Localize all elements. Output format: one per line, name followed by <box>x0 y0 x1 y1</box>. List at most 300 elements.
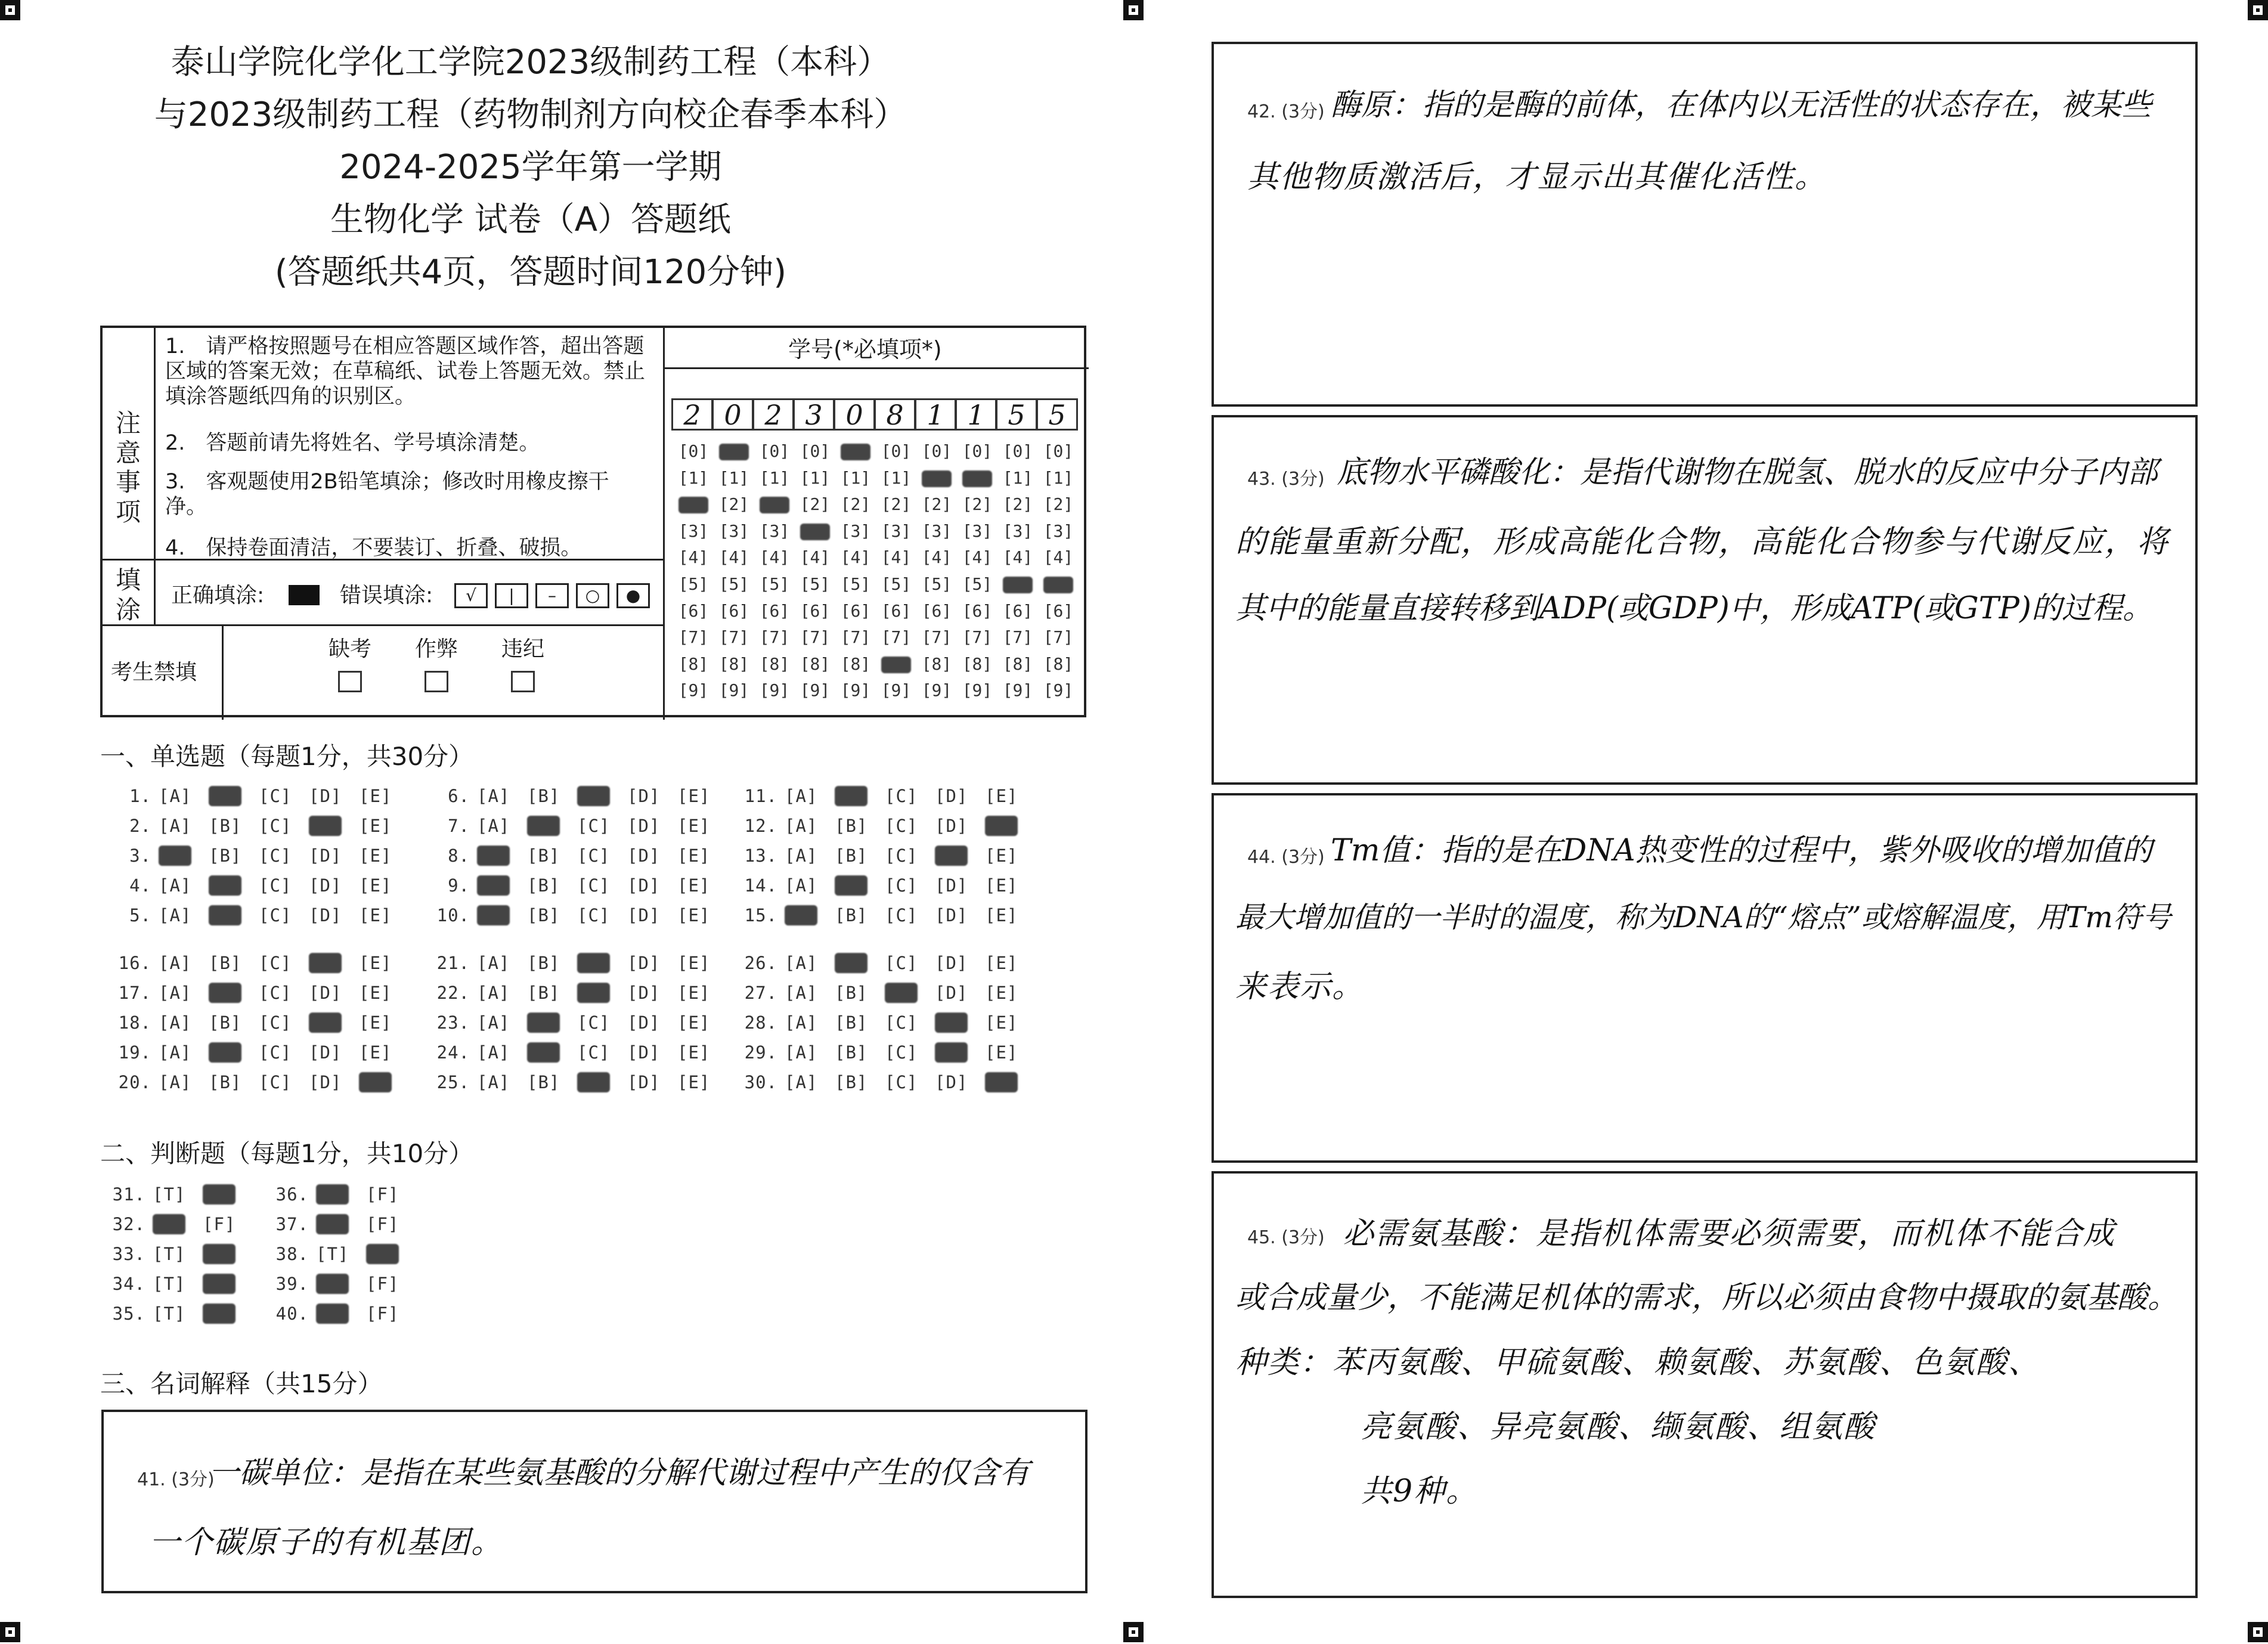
forbid-checkbox[interactable] <box>511 671 535 692</box>
mcq-option-d[interactable] <box>627 786 677 806</box>
mcq-option-e[interactable] <box>985 983 1035 1003</box>
mcq-option-d[interactable] <box>627 1072 677 1092</box>
mcq-option-a[interactable] <box>477 1013 527 1033</box>
mcq-option-c[interactable] <box>885 786 935 806</box>
mcq-option-e[interactable] <box>677 875 727 896</box>
student-id-digit-7[interactable]: 1 <box>915 398 956 431</box>
mcq-option-e[interactable] <box>359 786 409 806</box>
id-bubble-3-9[interactable]: [9] <box>759 680 790 701</box>
mcq-option-d[interactable] <box>309 1042 359 1063</box>
option-text: [E] <box>985 1042 1018 1063</box>
id-bubble-5-4[interactable]: [4] <box>840 547 871 568</box>
mcq-option-d[interactable] <box>627 905 677 925</box>
id-bubble-6-6[interactable]: [6] <box>881 600 912 621</box>
id-bubble-5-8[interactable]: [8] <box>840 654 871 674</box>
option-text <box>366 1244 399 1264</box>
mcq-option-e[interactable] <box>985 1013 1035 1033</box>
answer-box-41[interactable] <box>101 1410 1087 1593</box>
mcq-option-d[interactable] <box>627 875 677 896</box>
mcq-option-e[interactable] <box>677 816 727 836</box>
tf-option-f[interactable] <box>203 1274 253 1294</box>
mcq-option-b[interactable] <box>527 846 577 866</box>
id-bubble-5-6[interactable]: [6] <box>840 600 871 621</box>
mcq-option-e[interactable] <box>677 846 727 866</box>
id-bubble-6-5[interactable]: [5] <box>881 574 912 594</box>
mcq-option-a[interactable] <box>785 1013 835 1033</box>
mcq-option-b[interactable] <box>835 953 885 973</box>
mcq-option-b[interactable] <box>527 953 577 973</box>
mcq-option-d[interactable] <box>935 983 985 1003</box>
id-bubble-2-6[interactable]: [6] <box>718 600 749 621</box>
mcq-option-e[interactable] <box>359 953 409 973</box>
tf-option-t[interactable] <box>316 1274 366 1294</box>
tf-option-t[interactable] <box>153 1184 203 1205</box>
id-bubble-8-3[interactable]: [3] <box>962 521 993 541</box>
mcq-option-c[interactable] <box>259 983 309 1003</box>
mcq-option-a[interactable] <box>159 1072 209 1092</box>
id-bubble-9-1[interactable]: [1] <box>1002 467 1033 488</box>
mcq-option-c[interactable] <box>577 953 627 973</box>
student-id-digit-4[interactable]: 3 <box>793 398 835 431</box>
mcq-option-c[interactable] <box>885 816 935 836</box>
mcq-option-a[interactable] <box>477 905 527 925</box>
mcq-option-a[interactable] <box>159 846 209 866</box>
mcq-option-a[interactable] <box>477 1042 527 1063</box>
question-number: 17. <box>118 983 151 1003</box>
mcq-option-b[interactable] <box>527 1042 577 1063</box>
id-bubble-6-2[interactable]: [2] <box>881 494 912 515</box>
id-bubble-4-0[interactable]: [0] <box>800 441 831 461</box>
id-bubble-9-4[interactable]: [4] <box>1002 547 1033 568</box>
id-bubble-8-9[interactable]: [9] <box>962 680 993 701</box>
id-bubble-10-7[interactable]: [7] <box>1043 627 1074 648</box>
mcq-option-a[interactable] <box>785 905 835 925</box>
mcq-option-b[interactable] <box>209 1013 259 1033</box>
id-bubble-9-8[interactable]: [8] <box>1002 654 1033 674</box>
mcq-option-a[interactable] <box>785 846 835 866</box>
mcq-question-6 <box>425 786 727 806</box>
tf-option-f[interactable] <box>366 1184 416 1205</box>
id-bubble-10-9[interactable]: [9] <box>1043 680 1074 701</box>
mcq-option-e[interactable] <box>677 1072 727 1092</box>
mcq-option-d[interactable] <box>935 1042 985 1063</box>
mcq-option-d[interactable] <box>627 983 677 1003</box>
id-bubble-10-3[interactable]: [3] <box>1043 521 1074 541</box>
mcq-option-c[interactable] <box>885 1072 935 1092</box>
mcq-option-c[interactable] <box>259 875 309 896</box>
id-bubble-10-5[interactable] <box>1043 577 1073 593</box>
option-text: [C] <box>577 846 611 866</box>
tf-option-f[interactable] <box>203 1304 253 1324</box>
student-id-digit-1[interactable]: 2 <box>671 398 713 431</box>
id-bubble-3-8[interactable]: [8] <box>759 654 790 674</box>
mcq-option-b[interactable] <box>527 816 577 836</box>
mcq-option-d[interactable] <box>627 1013 677 1033</box>
id-bubble-5-9[interactable]: [9] <box>840 680 871 701</box>
mcq-option-b[interactable] <box>209 905 259 925</box>
mcq-option-b[interactable] <box>209 875 259 896</box>
id-bubble-3-5[interactable]: [5] <box>759 574 790 594</box>
mcq-option-d[interactable] <box>309 875 359 896</box>
mcq-option-a[interactable] <box>159 875 209 896</box>
mcq-option-e[interactable] <box>359 1013 409 1033</box>
mcq-option-e[interactable] <box>359 1072 409 1092</box>
title-line-5: (答题纸共4页，答题时间120分钟) <box>274 253 787 292</box>
id-bubble-1-2[interactable] <box>678 497 708 513</box>
mcq-option-b[interactable] <box>527 983 577 1003</box>
mcq-option-d[interactable] <box>935 816 985 836</box>
mcq-option-a[interactable] <box>477 983 527 1003</box>
id-bubble-1-8[interactable]: [8] <box>678 654 709 674</box>
mcq-option-b[interactable] <box>209 786 259 806</box>
id-bubble-1-3[interactable]: [3] <box>678 521 709 541</box>
mcq-option-b[interactable] <box>527 875 577 896</box>
mcq-option-c[interactable] <box>577 1013 627 1033</box>
mcq-option-d[interactable] <box>309 1013 359 1033</box>
mcq-option-b[interactable] <box>209 816 259 836</box>
id-bubble-8-2[interactable]: [2] <box>962 494 993 515</box>
tf-option-t[interactable] <box>153 1274 203 1294</box>
id-bubble-6-7[interactable]: [7] <box>881 627 912 648</box>
mcq-option-d[interactable] <box>309 1072 359 1092</box>
mcq-option-e[interactable] <box>985 875 1035 896</box>
mcq-option-e[interactable] <box>985 816 1035 836</box>
student-id-digit-8[interactable]: 1 <box>955 398 997 431</box>
forbid-checkbox[interactable] <box>425 671 448 692</box>
student-id-digit-10[interactable]: 5 <box>1036 398 1078 431</box>
mcq-option-c[interactable] <box>259 953 309 973</box>
tf-option-t[interactable] <box>316 1214 366 1234</box>
mcq-option-d[interactable] <box>935 846 985 866</box>
mcq-option-c[interactable] <box>885 846 935 866</box>
id-bubble-2-5[interactable]: [5] <box>718 574 749 594</box>
id-bubble-2-8[interactable]: [8] <box>718 654 749 674</box>
mcq-option-c[interactable] <box>885 953 935 973</box>
mcq-option-b[interactable] <box>835 875 885 896</box>
mcq-option-c[interactable] <box>259 1013 309 1033</box>
forbid-checkbox[interactable] <box>338 671 362 692</box>
id-bubble-9-0[interactable]: [0] <box>1002 441 1033 461</box>
id-bubble-1-5[interactable]: [5] <box>678 574 709 594</box>
id-bubble-1-4[interactable]: [4] <box>678 547 709 568</box>
id-bubble-9-7[interactable]: [7] <box>1002 627 1033 648</box>
mcq-option-e[interactable] <box>985 953 1035 973</box>
mcq-option-a[interactable] <box>785 1042 835 1063</box>
title-line-1: 泰山学院化学化工学院2023级制药工程（本科） <box>171 43 891 82</box>
tf-option-f[interactable] <box>366 1304 416 1324</box>
id-bubble-6-0[interactable]: [0] <box>881 441 912 461</box>
mcq-option-d[interactable] <box>627 816 677 836</box>
mcq-option-c[interactable] <box>885 875 935 896</box>
mcq-option-e[interactable] <box>985 1042 1035 1063</box>
mcq-option-c[interactable] <box>885 983 935 1003</box>
option-text: [A] <box>159 905 192 925</box>
mcq-option-e[interactable] <box>359 816 409 836</box>
mcq-option-c[interactable] <box>577 905 627 925</box>
id-bubble-2-9[interactable]: [9] <box>718 680 749 701</box>
mcq-option-b[interactable] <box>835 1013 885 1033</box>
id-bubble-2-4[interactable]: [4] <box>718 547 749 568</box>
id-bubble-1-7[interactable]: [7] <box>678 627 709 648</box>
mcq-option-a[interactable] <box>159 786 209 806</box>
option-text: [B] <box>527 905 560 925</box>
id-bubble-5-1[interactable]: [1] <box>840 467 871 488</box>
mcq-option-a[interactable] <box>477 875 527 896</box>
id-bubble-8-8[interactable]: [8] <box>962 654 993 674</box>
mcq-option-b[interactable] <box>209 983 259 1003</box>
mcq-option-e[interactable] <box>985 1072 1035 1092</box>
id-bubble-1-0[interactable]: [0] <box>678 441 709 461</box>
mcq-option-e[interactable] <box>985 846 1035 866</box>
mcq-option-b[interactable] <box>527 1013 577 1033</box>
id-bubble-7-3[interactable]: [3] <box>921 521 952 541</box>
id-bubble-2-1[interactable]: [1] <box>718 467 749 488</box>
id-bubble-1-6[interactable]: [6] <box>678 600 709 621</box>
mcq-option-b[interactable] <box>527 905 577 925</box>
mcq-option-c[interactable] <box>577 816 627 836</box>
tf-option-f[interactable] <box>366 1274 416 1294</box>
id-bubble-10-2[interactable]: [2] <box>1043 494 1074 515</box>
id-bubble-4-5[interactable]: [5] <box>800 574 831 594</box>
mcq-option-e[interactable] <box>677 1013 727 1033</box>
id-bubble-6-3[interactable]: [3] <box>881 521 912 541</box>
mcq-option-c[interactable] <box>885 1013 935 1033</box>
id-bubble-3-4[interactable]: [4] <box>759 547 790 568</box>
mcq-option-b[interactable] <box>835 816 885 836</box>
mcq-option-a[interactable] <box>785 983 835 1003</box>
mcq-option-b[interactable] <box>209 1072 259 1092</box>
mcq-option-c[interactable] <box>577 875 627 896</box>
id-bubble-6-4[interactable]: [4] <box>881 547 912 568</box>
tf-question-35 <box>100 1304 253 1324</box>
id-bubble-6-9[interactable]: [9] <box>881 680 912 701</box>
id-bubble-8-4[interactable]: [4] <box>962 547 993 568</box>
mcq-option-c[interactable] <box>577 786 627 806</box>
tf-option-t[interactable] <box>316 1304 366 1324</box>
mcq-option-b[interactable] <box>209 1042 259 1063</box>
id-bubble-7-6[interactable]: [6] <box>921 600 952 621</box>
mcq-option-d[interactable] <box>309 816 359 836</box>
mcq-option-a[interactable] <box>785 953 835 973</box>
id-bubble-7-8[interactable]: [8] <box>921 654 952 674</box>
id-bubble-10-0[interactable]: [0] <box>1043 441 1074 461</box>
tf-option-t[interactable] <box>153 1244 203 1264</box>
mcq-option-e[interactable] <box>677 983 727 1003</box>
id-bubble-5-3[interactable]: [3] <box>840 521 871 541</box>
id-bubble-6-8[interactable] <box>881 657 911 673</box>
answer-45-line-2: 或合成量少，不能满足机体的需求，所以必须由食物中摄取的氨基酸。 <box>1235 1280 2179 1315</box>
id-bubble-7-5[interactable]: [5] <box>921 574 952 594</box>
id-bubble-3-7[interactable]: [7] <box>759 627 790 648</box>
id-bubble-8-7[interactable]: [7] <box>962 627 993 648</box>
mcq-option-d[interactable] <box>309 905 359 925</box>
id-bubble-2-7[interactable]: [7] <box>718 627 749 648</box>
mcq-option-c[interactable] <box>577 846 627 866</box>
mcq-option-a[interactable] <box>785 875 835 896</box>
mcq-option-e[interactable] <box>677 786 727 806</box>
tf-option-f[interactable] <box>203 1244 253 1264</box>
id-bubble-4-6[interactable]: [6] <box>800 600 831 621</box>
mcq-option-a[interactable] <box>159 983 209 1003</box>
id-bubble-5-0[interactable] <box>841 444 870 460</box>
tf-option-f[interactable] <box>366 1214 416 1234</box>
mcq-option-d[interactable] <box>935 953 985 973</box>
mcq-option-d[interactable] <box>309 786 359 806</box>
mcq-option-d[interactable] <box>309 983 359 1003</box>
id-bubble-10-6[interactable]: [6] <box>1043 600 1074 621</box>
mcq-option-a[interactable] <box>477 846 527 866</box>
id-bubble-9-5[interactable] <box>1003 577 1033 593</box>
id-bubble-8-5[interactable]: [5] <box>962 574 993 594</box>
id-bubble-9-6[interactable]: [6] <box>1002 600 1033 621</box>
mcq-option-a[interactable] <box>159 905 209 925</box>
id-bubble-4-9[interactable]: [9] <box>800 680 831 701</box>
id-bubble-3-2[interactable] <box>760 497 789 513</box>
mcq-option-c[interactable] <box>259 1072 309 1092</box>
mcq-option-a[interactable] <box>159 816 209 836</box>
id-bubble-7-4[interactable]: [4] <box>921 547 952 568</box>
mcq-option-e[interactable] <box>359 1042 409 1063</box>
mcq-option-e[interactable] <box>359 983 409 1003</box>
id-bubble-4-8[interactable]: [8] <box>800 654 831 674</box>
mcq-option-d[interactable] <box>309 953 359 973</box>
mcq-option-d[interactable] <box>935 786 985 806</box>
forbid-item-label: 作弊 <box>414 637 458 661</box>
id-bubble-4-3[interactable] <box>800 524 830 540</box>
mcq-option-c[interactable] <box>259 846 309 866</box>
mcq-option-d[interactable] <box>935 1013 985 1033</box>
id-bubble-6-1[interactable]: [1] <box>881 467 912 488</box>
mcq-option-b[interactable] <box>835 786 885 806</box>
mcq-option-c[interactable] <box>885 1042 935 1063</box>
option-text <box>835 953 867 973</box>
id-bubble-4-1[interactable]: [1] <box>800 467 831 488</box>
mcq-option-b[interactable] <box>835 1072 885 1092</box>
mcq-option-a[interactable] <box>159 1042 209 1063</box>
mcq-option-a[interactable] <box>785 1072 835 1092</box>
mcq-option-d[interactable] <box>627 846 677 866</box>
id-bubble-9-3[interactable]: [3] <box>1002 521 1033 541</box>
mcq-option-a[interactable] <box>477 786 527 806</box>
id-bubble-2-0[interactable] <box>719 444 749 460</box>
tf-option-f[interactable] <box>203 1184 253 1205</box>
mcq-option-b[interactable] <box>209 846 259 866</box>
id-bubble-7-0[interactable]: [0] <box>921 441 952 461</box>
mcq-option-d[interactable] <box>935 1072 985 1092</box>
tf-option-t[interactable] <box>153 1304 203 1324</box>
id-bubble-2-3[interactable]: [3] <box>718 521 749 541</box>
student-id-digit-6[interactable]: 8 <box>874 398 916 431</box>
id-bubble-1-1[interactable]: [1] <box>678 467 709 488</box>
id-bubble-5-2[interactable]: [2] <box>840 494 871 515</box>
tf-option-t[interactable] <box>153 1214 203 1234</box>
mcq-option-e[interactable] <box>677 905 727 925</box>
id-bubble-10-4[interactable]: [4] <box>1043 547 1074 568</box>
id-bubble-5-5[interactable]: [5] <box>840 574 871 594</box>
mcq-option-c[interactable] <box>259 1042 309 1063</box>
id-bubble-7-2[interactable]: [2] <box>921 494 952 515</box>
student-id-digit-5[interactable]: 0 <box>834 398 875 431</box>
tf-option-f[interactable] <box>203 1214 253 1234</box>
id-bubble-3-3[interactable]: [3] <box>759 521 790 541</box>
mcq-option-c[interactable] <box>885 905 935 925</box>
id-bubble-7-7[interactable]: [7] <box>921 627 952 648</box>
id-bubble-5-7[interactable]: [7] <box>840 627 871 648</box>
mcq-option-c[interactable] <box>259 905 309 925</box>
mcq-option-b[interactable] <box>527 1072 577 1092</box>
student-id-digit-9[interactable]: 5 <box>996 398 1037 431</box>
mcq-option-b[interactable] <box>835 983 885 1003</box>
mcq-option-c[interactable] <box>577 1072 627 1092</box>
mcq-option-e[interactable] <box>985 905 1035 925</box>
id-bubble-10-8[interactable]: [8] <box>1043 654 1074 674</box>
id-bubble-3-1[interactable]: [1] <box>759 467 790 488</box>
id-bubble-8-6[interactable]: [6] <box>962 600 993 621</box>
mcq-option-e[interactable] <box>359 905 409 925</box>
mcq-option-a[interactable] <box>785 786 835 806</box>
mcq-option-b[interactable] <box>835 846 885 866</box>
id-bubble-3-6[interactable]: [6] <box>759 600 790 621</box>
mcq-option-a[interactable] <box>477 953 527 973</box>
mcq-option-d[interactable] <box>627 953 677 973</box>
mcq-option-e[interactable] <box>677 953 727 973</box>
tf-option-f[interactable] <box>366 1244 416 1264</box>
mcq-option-a[interactable] <box>159 1013 209 1033</box>
tf-option-t[interactable] <box>316 1184 366 1205</box>
mcq-option-a[interactable] <box>785 816 835 836</box>
option-text <box>985 1072 1018 1092</box>
option-text <box>527 1013 560 1033</box>
id-bubble-4-2[interactable]: [2] <box>800 494 831 515</box>
id-bubble-8-1[interactable] <box>962 470 992 487</box>
option-text <box>203 1274 236 1294</box>
id-bubble-7-1[interactable] <box>922 470 952 487</box>
mcq-option-d[interactable] <box>935 905 985 925</box>
id-bubble-10-1[interactable]: [1] <box>1043 467 1074 488</box>
student-id-digit-2[interactable]: 0 <box>712 398 754 431</box>
id-bubble-4-7[interactable]: [7] <box>800 627 831 648</box>
mcq-option-c[interactable] <box>259 786 309 806</box>
mcq-option-d[interactable] <box>309 846 359 866</box>
mcq-option-e[interactable] <box>359 846 409 866</box>
mcq-option-b[interactable] <box>527 786 577 806</box>
mcq-option-e[interactable] <box>985 786 1035 806</box>
mcq-option-a[interactable] <box>477 816 527 836</box>
mcq-option-b[interactable] <box>209 953 259 973</box>
mcq-option-e[interactable] <box>359 875 409 896</box>
id-bubble-4-4[interactable]: [4] <box>800 547 831 568</box>
tf-option-t[interactable] <box>316 1244 366 1264</box>
mcq-option-b[interactable] <box>835 905 885 925</box>
student-id-digit-3[interactable]: 2 <box>752 398 794 431</box>
id-bubble-8-0[interactable]: [0] <box>962 441 993 461</box>
mcq-option-a[interactable] <box>477 1072 527 1092</box>
id-bubble-1-9[interactable]: [9] <box>678 680 709 701</box>
mcq-option-d[interactable] <box>935 875 985 896</box>
mcq-option-b[interactable] <box>835 1042 885 1063</box>
id-bubble-7-9[interactable]: [9] <box>921 680 952 701</box>
id-bubble-9-2[interactable]: [2] <box>1002 494 1033 515</box>
mcq-option-c[interactable] <box>577 1042 627 1063</box>
mcq-option-a[interactable] <box>159 953 209 973</box>
id-bubble-2-2[interactable]: [2] <box>718 494 749 515</box>
id-bubble-9-9[interactable]: [9] <box>1002 680 1033 701</box>
mcq-option-e[interactable] <box>677 1042 727 1063</box>
mcq-option-c[interactable] <box>259 816 309 836</box>
mcq-option-d[interactable] <box>627 1042 677 1063</box>
mcq-option-c[interactable] <box>577 983 627 1003</box>
id-bubble-3-0[interactable]: [0] <box>759 441 790 461</box>
